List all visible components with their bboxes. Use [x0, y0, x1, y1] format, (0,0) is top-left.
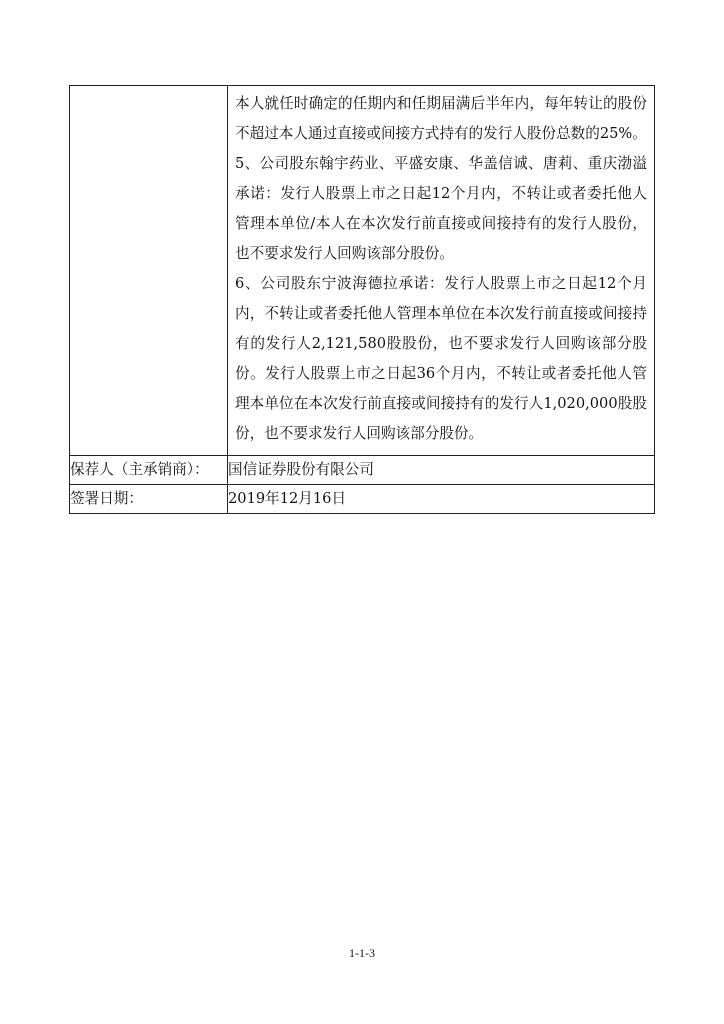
date-row: [70, 485, 655, 514]
commitment-paragraph-6: 6、公司股东宁波海德拉承诺：发行人股票上市之日起12个月内，不转让或者委托他人管理本单位在本次发行前直接或间接持有的发行人2,121,580股股份，也不要求发行人回购该部分股份。发行人股票上市之日起36个月内，不转让或者委托他人管理本单位在本次发行前直接或间接持有的发行人1,020,000股股份，也不要求发行人回购该部分股份。: [235, 275, 647, 442]
commitment-row: [70, 86, 655, 456]
sponsor-value: 国信证券股份有限公司: [228, 456, 655, 485]
commitment-text-cell: [228, 86, 655, 456]
sponsor-row: [70, 456, 655, 485]
commitment-paragraph-continued: 本人就任时确定的任期内和任期届满后半年内，每年转让的股份不超过本人通过直接或间接方式持有的发行人股份总数的25%。: [235, 95, 647, 142]
page-number: 1-1-3: [349, 946, 375, 960]
date-label: 签署日期：: [70, 485, 228, 514]
commitment-paragraph-5: 5、公司股东翰宇药业、平盛安康、华盖信诚、唐莉、重庆渤溢承诺：发行人股票上市之日起12个月内，不转让或者委托他人管理本单位/本人在本次发行前直接或间接持有的发行人股份，也不要求发行人回购该部分股份。: [235, 155, 647, 262]
sponsor-label: 保荐人（主承销商）：: [70, 456, 228, 485]
date-value: 2019年12月16日: [228, 485, 655, 514]
commitment-table: [69, 85, 655, 514]
commitment-label-cell: [70, 86, 228, 456]
